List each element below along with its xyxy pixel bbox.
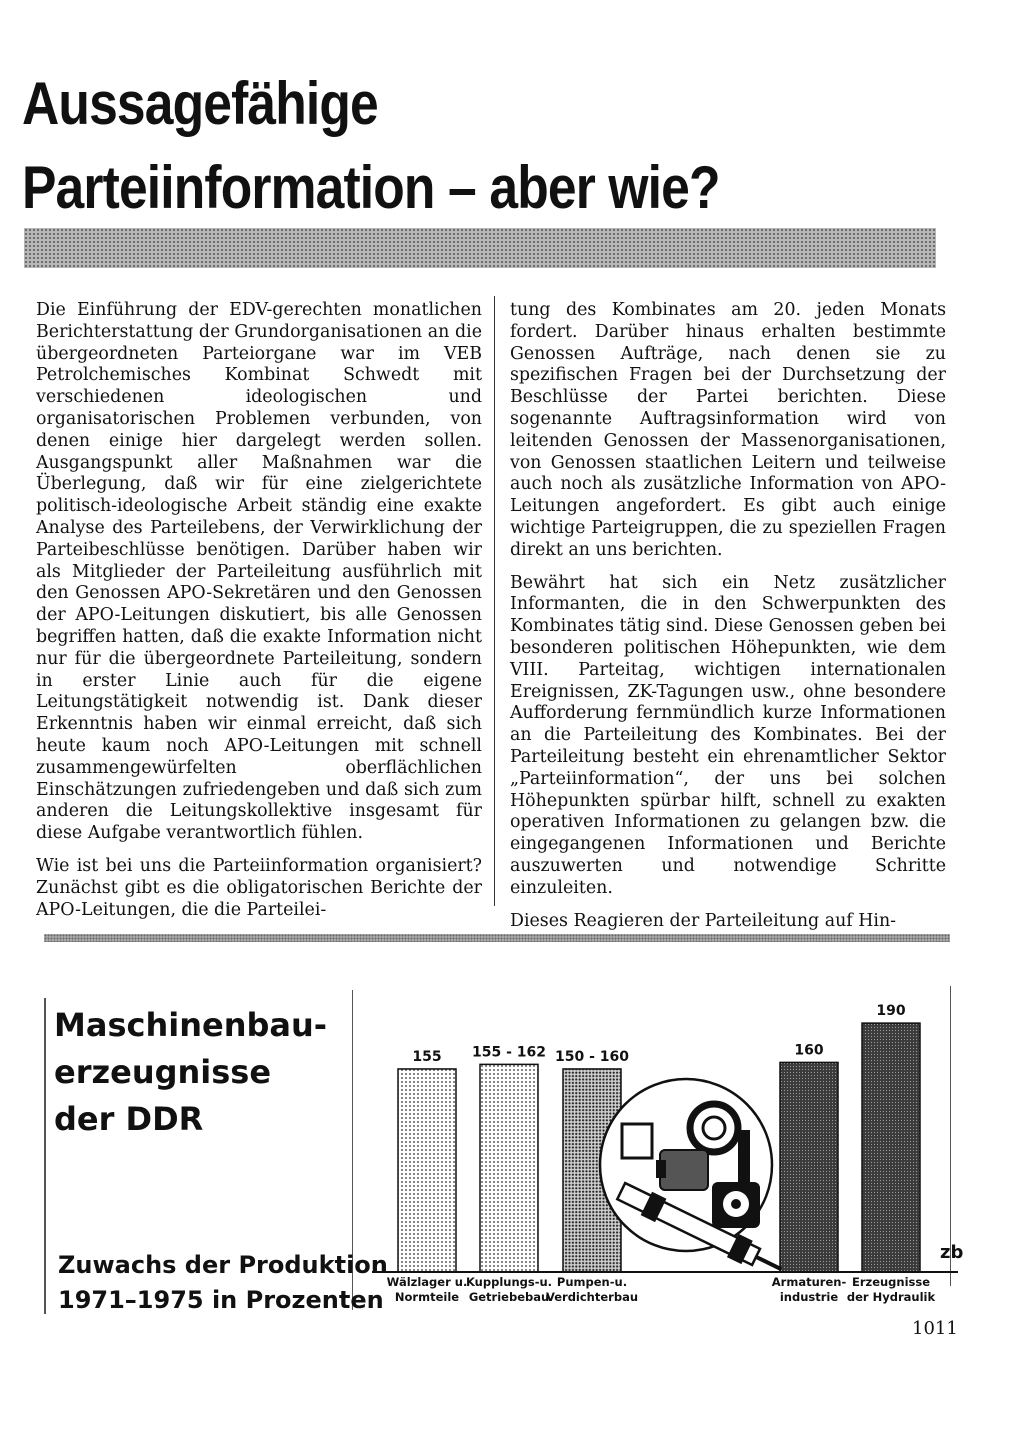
- bar-value-label: 150 - 160: [554, 1048, 630, 1065]
- category-label: der Hydraulik: [846, 1290, 936, 1304]
- category-label: Normteile: [394, 1290, 460, 1304]
- category-label: Wälzlager u.: [386, 1275, 468, 1289]
- paragraph: Dieses Reagieren der Parteileitung auf Hin-: [510, 910, 897, 931]
- category-label: Pumpen-u.: [556, 1275, 628, 1289]
- bar-value-label: 160: [794, 1042, 824, 1059]
- category-label: Getriebebau: [468, 1290, 550, 1304]
- category-label: Armaturen-: [771, 1275, 847, 1289]
- category-label: Kupplungs-u.: [465, 1275, 553, 1289]
- chart-subtitle-line: Zuwachs der Produktion: [58, 1251, 388, 1279]
- paragraph: Die Einführung der EDV-gerechten monatlichen Berichterstattung der Grundorganisationen an die übergeordneten Parteiorgane war im VEB Petrolchemisches Kombinat Schwedt mit verschiedenen ideologischen und organisatorischen Problemen verbunden, von denen einige hier dargelegt werden sollen. Ausgangspunkt aller Maßnahmen war die Überlegung, daß wir für eine zielgerichtete politisch-ideologische Arbeit ständig eine exakte Analyse des Parteilebens, der Verwirklichung der Parteibeschlüsse benötigen. Darüber haben wir als Mitglieder der Parteileitung ausführlich mit den Genossen APO-Sekretären und den Genossen der APO-Leitungen diskutiert, bis alle Genossen begriffen hatten, daß die exakte Information nicht nur für die übergeordnete Parteileitung, sondern in erster Linie auch für die eigene Leitungstätigkeit notwendig ist. Dank dieser Erkenntnis haben wir einmal erreicht, daß sich heute kaum noch APO-Leitungen mit schnell zusammengewürfelten oberflächlichen Einschätzungen zufriedengeben und daß sich zum anderen die Leitungskollektive insgesamt für diese Aufgabe verantwortlich fühlen.: [36, 300, 482, 844]
- corner-mark: zb: [940, 1242, 964, 1263]
- chart-title-line: der DDR: [54, 1100, 204, 1138]
- category-label: Verdichterbau: [545, 1290, 639, 1304]
- page-number: 1011: [912, 1318, 958, 1339]
- paragraph: Wie ist bei uns die Parteiinformation organisiert? Zunächst gibt es die obligatorischen Berichte der APO-Leitungen, die die Parteilei-: [36, 855, 482, 920]
- machinery-illustration: [600, 1079, 787, 1281]
- category-label: Erzeugnisse: [851, 1275, 931, 1289]
- chart-bar: [398, 1069, 456, 1272]
- chart-bar: [480, 1064, 538, 1272]
- paragraph: tung des Kombinates am 20. jeden Monats fordert. Darüber hinaus erhalten bestimmte Genossen Aufträge, nach denen sie zu spezifischen Fragen bei der Durchsetzung der Beschlüsse der Partei berichten. Diese sogenannte Auftragsinformation wird von leitenden Genossen der Massenorganisationen, von Genossen staatlichen Leitern und teilweise auch noch als zusätzliche Information von APO-Leitungen angefordert. Es gibt auch einige wichtige Parteigruppen, die zu speziellen Fragen direkt an uns berichten.: [510, 300, 946, 560]
- bar-value-label: 155: [412, 1048, 442, 1065]
- bar-value-label: 155 - 162: [471, 1044, 547, 1061]
- chart-title-line: Maschinenbau-: [54, 1006, 328, 1044]
- paragraph: Bewährt hat sich ein Netz zusätzlicher Informanten, die in den Schwerpunkten des Kombinates tätig sind. Diese Genossen geben bei besonderen politischen Höhepunkten, wie dem VIII. Parteitag, wichtigen internationalen Ereignissen, ZK-Tagungen usw., ohne besondere Aufforderung fernmündlich kurze Informationen an die Parteileitung des Kombinates. Bei der Parteileitung besteht ein ehrenamtlicher Sektor „Parteiinformation“, der uns bei solchen Höhepunkten spürbar hilft, schnell zu exakten operativen Informationen zu gelangen bzw. die eingegangenen Informationen und Berichte auszuwerten und notwendige Schritte einzuleiten.: [510, 572, 946, 898]
- category-label: industrie: [779, 1290, 839, 1304]
- chart-title-line: erzeugnisse: [54, 1053, 272, 1091]
- chart-bar: [780, 1062, 838, 1272]
- headline-line-2: Parteiinformation – aber wie?: [22, 154, 720, 221]
- headline-line-1: Aussagefähige: [22, 70, 378, 137]
- chart-subtitle-line: 1971–1975 in Prozenten: [58, 1286, 384, 1314]
- chart-bar: [862, 1023, 920, 1272]
- bar-value-label: 190: [876, 1003, 906, 1020]
